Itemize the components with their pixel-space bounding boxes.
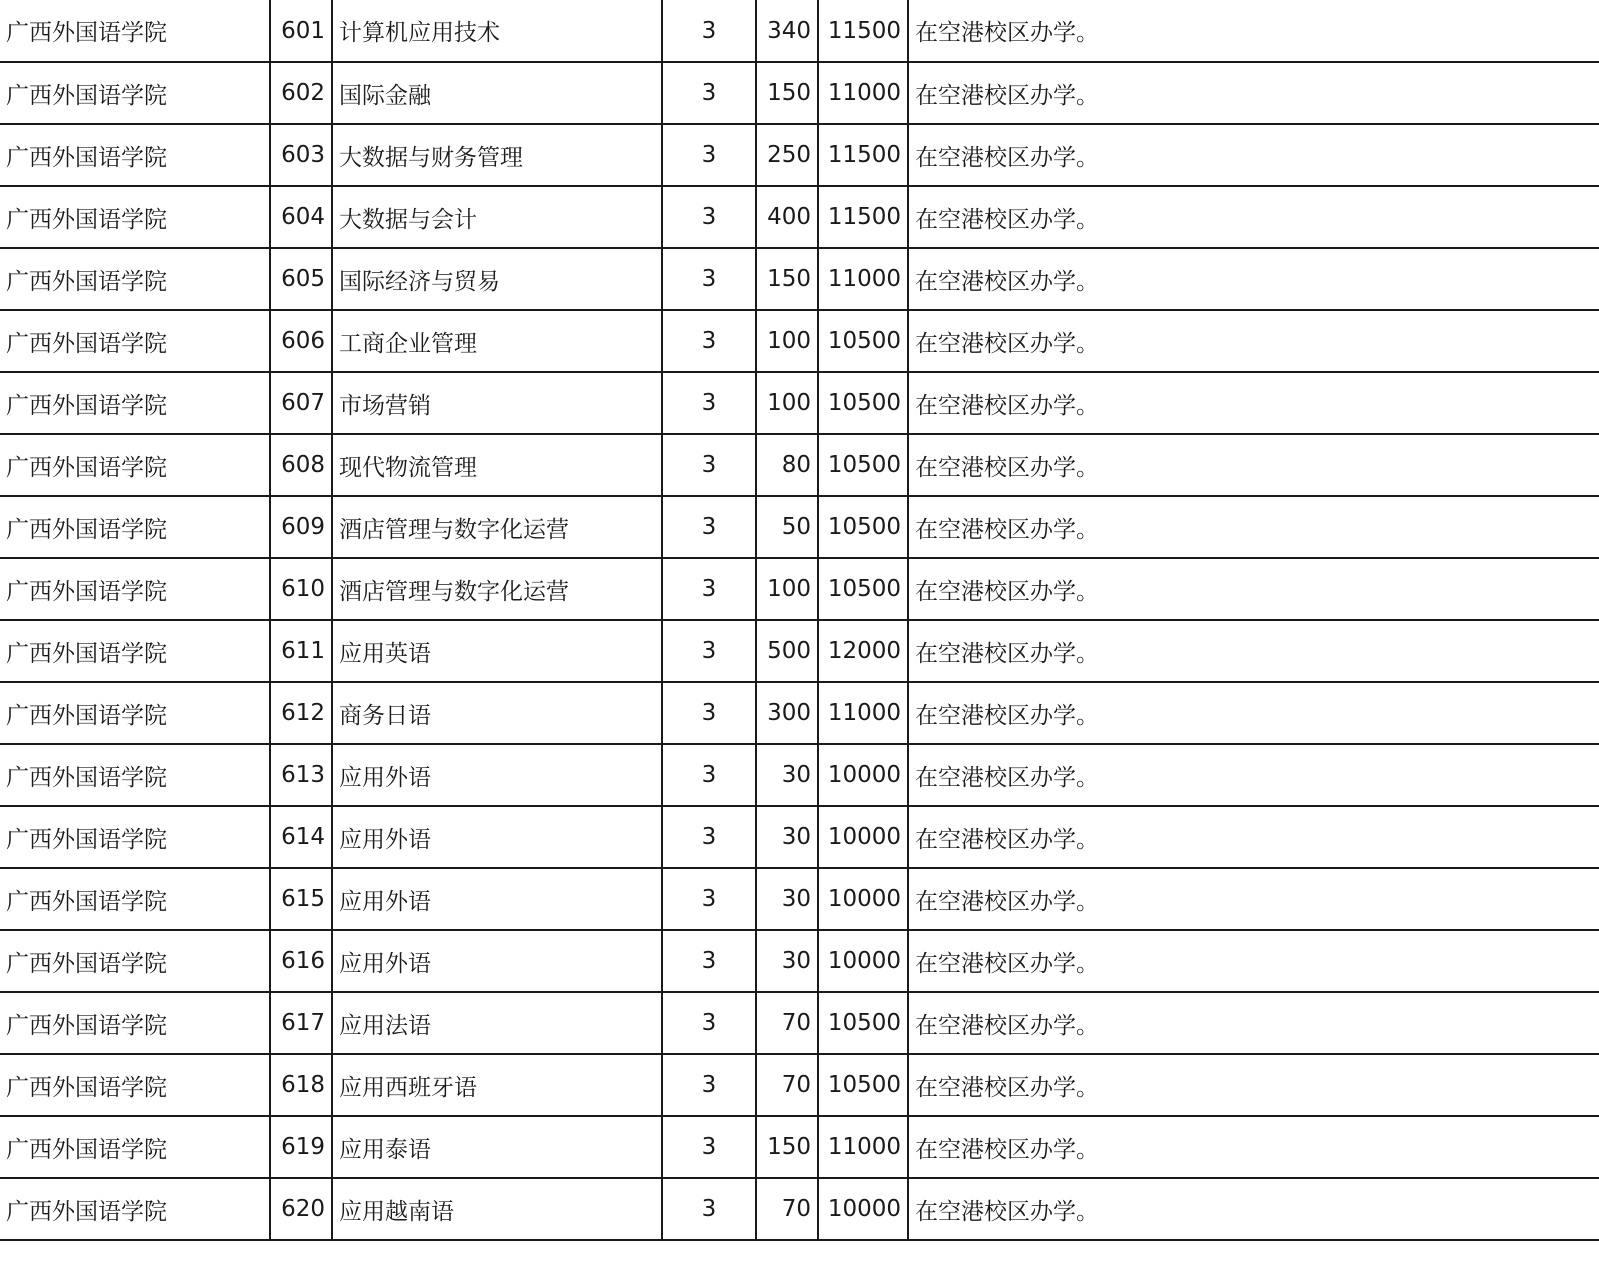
major-cell: 酒店管理与数字化运营 <box>332 496 662 558</box>
years-cell: 3 <box>662 1054 756 1116</box>
school-cell: 广西外国语学院 <box>0 1054 270 1116</box>
years-cell: 3 <box>662 0 756 62</box>
code-cell: 619 <box>270 1116 332 1178</box>
note-cell: 在空港校区办学。 <box>908 0 1599 62</box>
code-cell: 618 <box>270 1054 332 1116</box>
plan-cell: 70 <box>756 1178 818 1240</box>
major-cell: 应用西班牙语 <box>332 1054 662 1116</box>
note-cell: 在空港校区办学。 <box>908 248 1599 310</box>
major-cell: 应用外语 <box>332 744 662 806</box>
school-cell: 广西外国语学院 <box>0 0 270 62</box>
major-cell: 国际金融 <box>332 62 662 124</box>
major-cell: 应用越南语 <box>332 1178 662 1240</box>
years-cell: 3 <box>662 434 756 496</box>
major-cell: 工商企业管理 <box>332 310 662 372</box>
fee-cell: 10000 <box>818 1178 908 1240</box>
note-cell: 在空港校区办学。 <box>908 62 1599 124</box>
plan-cell: 250 <box>756 124 818 186</box>
fee-cell: 10500 <box>818 372 908 434</box>
table-row <box>0 1178 1599 1240</box>
table-row <box>0 186 1599 248</box>
fee-cell: 11500 <box>818 0 908 62</box>
code-cell: 607 <box>270 372 332 434</box>
school-cell: 广西外国语学院 <box>0 186 270 248</box>
years-cell: 3 <box>662 124 756 186</box>
fee-cell: 10500 <box>818 1054 908 1116</box>
note-cell: 在空港校区办学。 <box>908 186 1599 248</box>
plan-cell: 300 <box>756 682 818 744</box>
note-cell: 在空港校区办学。 <box>908 310 1599 372</box>
fee-cell: 11000 <box>818 62 908 124</box>
school-cell: 广西外国语学院 <box>0 744 270 806</box>
plan-cell: 400 <box>756 186 818 248</box>
code-cell: 603 <box>270 124 332 186</box>
major-cell: 应用法语 <box>332 992 662 1054</box>
school-cell: 广西外国语学院 <box>0 806 270 868</box>
note-cell: 在空港校区办学。 <box>908 1054 1599 1116</box>
table-row <box>0 372 1599 434</box>
years-cell: 3 <box>662 806 756 868</box>
major-cell: 市场营销 <box>332 372 662 434</box>
major-cell: 应用外语 <box>332 806 662 868</box>
school-cell: 广西外国语学院 <box>0 372 270 434</box>
table-row <box>0 868 1599 930</box>
major-cell: 酒店管理与数字化运营 <box>332 558 662 620</box>
major-cell: 现代物流管理 <box>332 434 662 496</box>
table-row <box>0 682 1599 744</box>
code-cell: 616 <box>270 930 332 992</box>
years-cell: 3 <box>662 868 756 930</box>
plan-cell: 50 <box>756 496 818 558</box>
table-row <box>0 310 1599 372</box>
note-cell: 在空港校区办学。 <box>908 1178 1599 1240</box>
years-cell: 3 <box>662 620 756 682</box>
note-cell: 在空港校区办学。 <box>908 868 1599 930</box>
school-cell: 广西外国语学院 <box>0 930 270 992</box>
note-cell: 在空港校区办学。 <box>908 620 1599 682</box>
table-row <box>0 124 1599 186</box>
table-row <box>0 930 1599 992</box>
school-cell: 广西外国语学院 <box>0 310 270 372</box>
years-cell: 3 <box>662 1178 756 1240</box>
school-cell: 广西外国语学院 <box>0 682 270 744</box>
fee-cell: 12000 <box>818 620 908 682</box>
years-cell: 3 <box>662 496 756 558</box>
fee-cell: 10500 <box>818 992 908 1054</box>
code-cell: 608 <box>270 434 332 496</box>
code-cell: 613 <box>270 744 332 806</box>
years-cell: 3 <box>662 310 756 372</box>
plan-cell: 80 <box>756 434 818 496</box>
fee-cell: 11000 <box>818 1116 908 1178</box>
years-cell: 3 <box>662 1116 756 1178</box>
fee-cell: 10500 <box>818 310 908 372</box>
school-cell: 广西外国语学院 <box>0 620 270 682</box>
fee-cell: 10000 <box>818 806 908 868</box>
code-cell: 614 <box>270 806 332 868</box>
plan-cell: 30 <box>756 744 818 806</box>
plan-cell: 100 <box>756 558 818 620</box>
plan-cell: 70 <box>756 1054 818 1116</box>
note-cell: 在空港校区办学。 <box>908 1116 1599 1178</box>
school-cell: 广西外国语学院 <box>0 558 270 620</box>
plan-cell: 30 <box>756 806 818 868</box>
code-cell: 605 <box>270 248 332 310</box>
school-cell: 广西外国语学院 <box>0 62 270 124</box>
years-cell: 3 <box>662 744 756 806</box>
plan-cell: 150 <box>756 1116 818 1178</box>
table-row <box>0 0 1599 62</box>
major-cell: 应用外语 <box>332 930 662 992</box>
table-row <box>0 744 1599 806</box>
code-cell: 610 <box>270 558 332 620</box>
table-row <box>0 496 1599 558</box>
fee-cell: 11000 <box>818 682 908 744</box>
plan-cell: 340 <box>756 0 818 62</box>
code-cell: 604 <box>270 186 332 248</box>
code-cell: 615 <box>270 868 332 930</box>
years-cell: 3 <box>662 62 756 124</box>
code-cell: 606 <box>270 310 332 372</box>
plan-cell: 100 <box>756 372 818 434</box>
plan-cell: 70 <box>756 992 818 1054</box>
table-row <box>0 558 1599 620</box>
table-row <box>0 434 1599 496</box>
code-cell: 617 <box>270 992 332 1054</box>
note-cell: 在空港校区办学。 <box>908 372 1599 434</box>
school-cell: 广西外国语学院 <box>0 868 270 930</box>
years-cell: 3 <box>662 372 756 434</box>
plan-cell: 30 <box>756 930 818 992</box>
code-cell: 612 <box>270 682 332 744</box>
plan-cell: 150 <box>756 62 818 124</box>
plan-cell: 150 <box>756 248 818 310</box>
fee-cell: 10500 <box>818 434 908 496</box>
code-cell: 609 <box>270 496 332 558</box>
plan-cell: 500 <box>756 620 818 682</box>
code-cell: 611 <box>270 620 332 682</box>
school-cell: 广西外国语学院 <box>0 992 270 1054</box>
fee-cell: 10000 <box>818 868 908 930</box>
code-cell: 601 <box>270 0 332 62</box>
fee-cell: 10000 <box>818 744 908 806</box>
years-cell: 3 <box>662 930 756 992</box>
note-cell: 在空港校区办学。 <box>908 930 1599 992</box>
major-cell: 大数据与会计 <box>332 186 662 248</box>
note-cell: 在空港校区办学。 <box>908 744 1599 806</box>
plan-cell: 30 <box>756 868 818 930</box>
years-cell: 3 <box>662 186 756 248</box>
note-cell: 在空港校区办学。 <box>908 558 1599 620</box>
major-cell: 国际经济与贸易 <box>332 248 662 310</box>
major-cell: 大数据与财务管理 <box>332 124 662 186</box>
major-cell: 应用英语 <box>332 620 662 682</box>
school-cell: 广西外国语学院 <box>0 434 270 496</box>
years-cell: 3 <box>662 992 756 1054</box>
major-cell: 应用外语 <box>332 868 662 930</box>
table-row <box>0 62 1599 124</box>
table-row <box>0 620 1599 682</box>
code-cell: 620 <box>270 1178 332 1240</box>
note-cell: 在空港校区办学。 <box>908 496 1599 558</box>
fee-cell: 10000 <box>818 930 908 992</box>
table-row <box>0 806 1599 868</box>
note-cell: 在空港校区办学。 <box>908 682 1599 744</box>
note-cell: 在空港校区办学。 <box>908 434 1599 496</box>
table-row <box>0 992 1599 1054</box>
major-cell: 应用泰语 <box>332 1116 662 1178</box>
school-cell: 广西外国语学院 <box>0 124 270 186</box>
note-cell: 在空港校区办学。 <box>908 124 1599 186</box>
years-cell: 3 <box>662 248 756 310</box>
fee-cell: 11500 <box>818 186 908 248</box>
school-cell: 广西外国语学院 <box>0 248 270 310</box>
fee-cell: 10500 <box>818 558 908 620</box>
plan-cell: 100 <box>756 310 818 372</box>
fee-cell: 11500 <box>818 124 908 186</box>
note-cell: 在空港校区办学。 <box>908 992 1599 1054</box>
table-row <box>0 248 1599 310</box>
fee-cell: 11000 <box>818 248 908 310</box>
fee-cell: 10500 <box>818 496 908 558</box>
major-cell: 计算机应用技术 <box>332 0 662 62</box>
table-row <box>0 1116 1599 1178</box>
years-cell: 3 <box>662 558 756 620</box>
school-cell: 广西外国语学院 <box>0 496 270 558</box>
note-cell: 在空港校区办学。 <box>908 806 1599 868</box>
code-cell: 602 <box>270 62 332 124</box>
school-cell: 广西外国语学院 <box>0 1178 270 1240</box>
major-cell: 商务日语 <box>332 682 662 744</box>
table-row <box>0 1054 1599 1116</box>
years-cell: 3 <box>662 682 756 744</box>
school-cell: 广西外国语学院 <box>0 1116 270 1178</box>
